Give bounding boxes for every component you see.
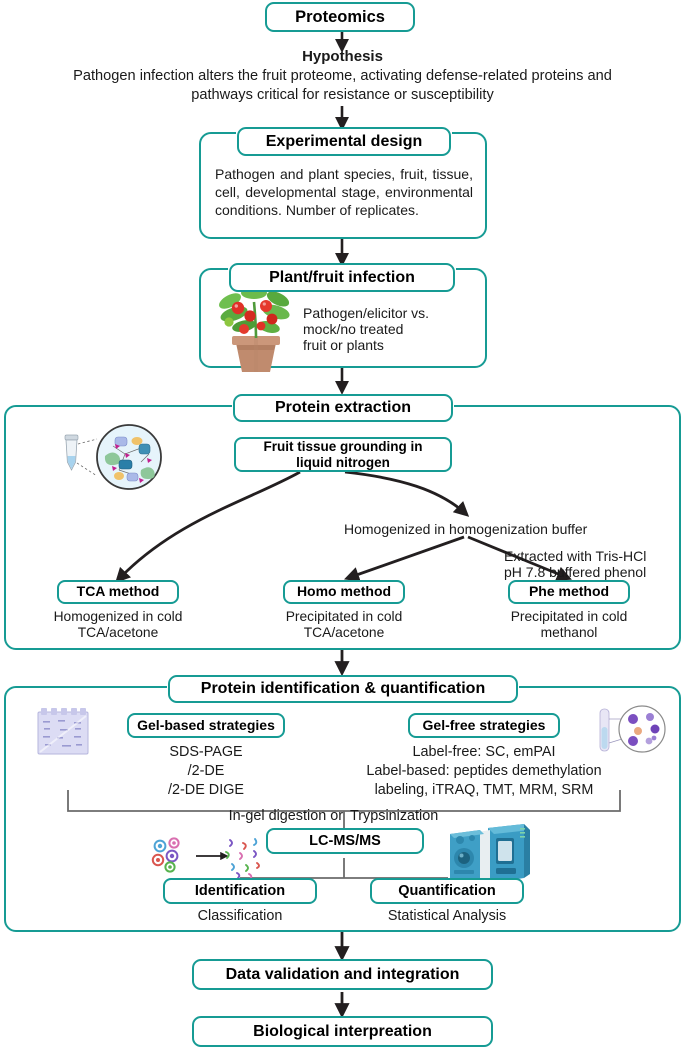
box-phe-method-label: Phe method — [528, 583, 610, 600]
box-plant-fruit-infection[interactable] — [229, 263, 455, 292]
box-identification[interactable] — [163, 878, 317, 904]
grounding-line-1: Fruit tissue grounding in — [263, 439, 423, 455]
2de-gel-icon — [38, 708, 88, 754]
box-identification-label: Identification — [194, 882, 286, 899]
phenol-label-line-2: pH 7.8 buffered phenol — [504, 564, 647, 580]
gel-based-line-2: /2-DE — [187, 763, 225, 779]
in-gel-digestion-label: In-gel digestion or — [228, 808, 343, 824]
box-quantification[interactable] — [370, 878, 524, 904]
homo-desc-line-2: TCA/acetone — [303, 625, 385, 640]
box-homo-method[interactable] — [283, 580, 405, 604]
quantification-caption: Statistical Analysis — [387, 908, 507, 924]
box-proteomics[interactable] — [265, 2, 415, 32]
box-experimental-design-label: Experimental design — [265, 132, 423, 150]
box-protein-extraction[interactable] — [233, 394, 453, 422]
tca-desc-line-1: Homogenized in cold — [53, 609, 183, 624]
box-plant-fruit-infection-label: Plant/fruit infection — [269, 268, 415, 286]
box-gel-free-strategies[interactable] — [408, 713, 560, 738]
homo-desc-line-1: Precipitated in cold — [285, 609, 403, 624]
box-gel-based-label: Gel-based strategies — [137, 716, 275, 733]
box-gel-free-label: Gel-free strategies — [422, 716, 546, 733]
hypothesis-line-1: Pathogen infection alters the fruit proteome, activating defense-related proteins and — [73, 68, 612, 84]
infection-body-line-2: mock/no treated — [303, 321, 404, 337]
box-experimental-design[interactable] — [237, 127, 451, 156]
box-lc-ms-ms[interactable] — [266, 828, 424, 854]
gel-based-line-3: /2-DE DIGE — [168, 782, 244, 798]
mass-spectrometer-icon — [450, 824, 530, 884]
proteins-to-peptides-icon — [153, 838, 259, 879]
box-biological-interpretation-label: Biological interpreation — [253, 1022, 432, 1040]
phe-desc-line-1: Precipitated in cold — [510, 609, 628, 624]
gel-based-line-1: SDS-PAGE — [169, 744, 243, 760]
phe-desc-line-2: methanol — [540, 625, 598, 640]
tca-desc-line-2: TCA/acetone — [77, 625, 159, 640]
box-gel-based-strategies[interactable] — [127, 713, 285, 738]
eppendorf-tube-with-magnified-proteins-icon — [65, 425, 161, 489]
box-lc-ms-ms-label: LC-MS/MS — [309, 832, 381, 849]
box-tca-method[interactable] — [57, 580, 179, 604]
box-tca-method-label: TCA method — [76, 583, 160, 600]
box-protein-identification-label: Protein identification & quantification — [200, 680, 486, 698]
box-protein-extraction-label: Protein extraction — [274, 399, 412, 417]
box-data-validation[interactable] — [192, 959, 493, 990]
hypothesis-heading: Hypothesis — [302, 48, 383, 65]
identification-caption: Classification — [197, 908, 283, 924]
box-biological-interpretation[interactable] — [192, 1016, 493, 1047]
box-data-validation-label: Data validation and integration — [225, 965, 460, 983]
box-phe-method[interactable] — [508, 580, 630, 604]
box-homo-method-label: Homo method — [296, 583, 392, 600]
infection-body-line-3: fruit or plants — [303, 337, 384, 353]
grounding-line-2: liquid nitrogen — [296, 454, 390, 470]
homogenized-buffer-label: Homogenized in homogenization buffer — [344, 521, 588, 537]
phenol-label-line-1: Extracted with Tris-HCl — [504, 548, 647, 564]
trypsinization-label: Trypsinization — [350, 808, 439, 824]
gel-free-line-2: Label-based: peptides demethylation — [366, 763, 602, 779]
box-quantification-label: Quantification — [398, 882, 496, 899]
infection-body-line-1: Pathogen/elicitor vs. — [303, 305, 430, 321]
hypothesis-line-2: pathways critical for resistance or susceptibility — [191, 87, 494, 103]
gel-free-line-3: labeling, iTRAQ, TMT, MRM, SRM — [374, 782, 594, 798]
potted-tomato-plant-icon — [217, 287, 292, 372]
experimental-design-body: Pathogen and plant species, fruit, tissue, cell, developmental stage, environmental conditions. Number of replicates. — [215, 166, 473, 218]
box-protein-identification[interactable] — [168, 675, 518, 703]
gel-free-line-1: Label-free: SC, emPAI — [412, 744, 556, 760]
box-fruit-tissue-grounding[interactable] — [234, 437, 452, 472]
box-proteomics-label: Proteomics — [295, 7, 385, 26]
